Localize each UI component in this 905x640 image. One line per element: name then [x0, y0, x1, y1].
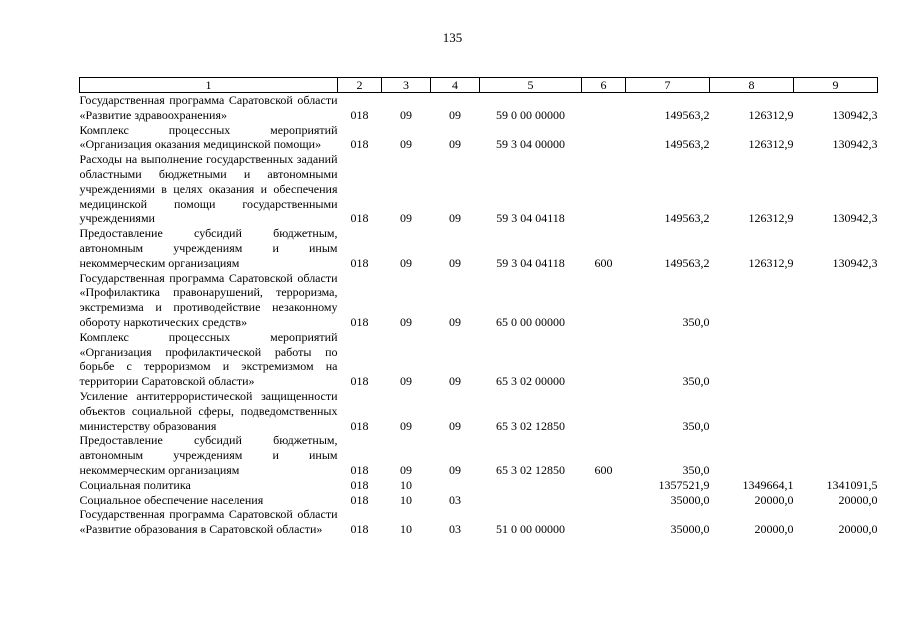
cell-subsection: 09	[449, 462, 461, 477]
page-number: 135	[442, 30, 463, 45]
row-name: Социальная политика	[79, 477, 191, 492]
row-name: Предоставление субсидий бюджетным, автономным учреждениям и иным некоммерческим организациям	[79, 433, 338, 477]
column-header: 7	[626, 78, 710, 93]
row-name: Государственная программа Саратовской области «Развитие образования в Саратовской области»	[79, 507, 338, 537]
cell-target-article: 59 3 04 04118	[496, 255, 565, 270]
table-body	[80, 93, 878, 537]
cell-ministry: 018	[350, 314, 369, 329]
cell-target-article: 59 0 00 00000	[496, 107, 565, 122]
row-name: Государственная программа Саратовской области «Развитие здравоохранения»	[79, 93, 338, 122]
cell-amount-1: 149563,2	[664, 107, 710, 122]
cell-ministry: 018	[350, 374, 369, 389]
cell-ministry: 018	[350, 522, 369, 537]
budget-table	[79, 77, 878, 537]
cell-section: 09	[400, 255, 412, 270]
cell-amount-3: 20000,0	[838, 492, 878, 507]
cell-section: 09	[400, 462, 412, 477]
cell-amount-1: 350,0	[682, 374, 710, 389]
cell-expense-type	[582, 330, 626, 389]
cell-subsection: 09	[449, 137, 461, 152]
cell-target-article: 65 3 02 12850	[496, 462, 565, 477]
cell-target-article: 51 0 00 00000	[496, 522, 565, 537]
column-header: 3	[382, 78, 431, 93]
table-row	[80, 507, 878, 537]
cell-section: 09	[400, 137, 412, 152]
cell-subsection: 09	[449, 255, 461, 270]
cell-amount-1: 350,0	[682, 314, 710, 329]
cell-amount-1: 350,0	[682, 418, 710, 433]
cell-amount-1: 149563,2	[664, 137, 710, 152]
column-header: 9	[794, 78, 878, 93]
cell-ministry: 018	[350, 477, 369, 492]
cell-subsection: 09	[449, 211, 461, 226]
row-name: Комплекс процессных мероприятий «Организация профилактической работы по борьбе с терроризмом и экстремизмом на территории Саратовской области»	[79, 329, 338, 389]
row-name: Государственная программа Саратовской области «Профилактика правонарушений, терроризма, экстремизма и противодействие незаконному обороту наркотических средств»	[79, 270, 338, 329]
cell-section: 10	[400, 522, 412, 537]
cell-section: 10	[400, 492, 412, 507]
cell-expense-type	[582, 123, 626, 153]
table-row	[80, 226, 878, 270]
cell-expense-type	[582, 507, 626, 537]
cell-subsection: 09	[449, 374, 461, 389]
cell-amount-3	[794, 389, 878, 433]
cell-ministry: 018	[350, 492, 369, 507]
row-name: Предоставление субсидий бюджетным, автономным учреждениям и иным некоммерческим организациям	[79, 226, 338, 270]
row-name: Усиление антитеррористической защищенности объектов социальной сферы, подведомственных министерству образования	[79, 388, 338, 433]
table-row	[80, 93, 878, 123]
cell-amount-1: 350,0	[682, 462, 710, 477]
cell-section: 10	[400, 477, 412, 492]
table-row	[80, 271, 878, 330]
cell-amount-2: 20000,0	[754, 522, 794, 537]
cell-amount-2: 126312,9	[748, 211, 794, 226]
cell-amount-3: 130942,3	[832, 255, 878, 270]
cell-ministry: 018	[350, 418, 369, 433]
cell-subsection	[431, 478, 480, 493]
table-row	[80, 478, 878, 493]
column-header: 6	[582, 78, 626, 93]
table-row	[80, 433, 878, 477]
cell-subsection: 09	[449, 314, 461, 329]
cell-amount-3: 130942,3	[832, 107, 878, 122]
table-header	[80, 78, 878, 93]
cell-ministry: 018	[350, 137, 369, 152]
cell-expense-type	[582, 93, 626, 123]
cell-ministry: 018	[350, 255, 369, 270]
cell-amount-1: 35000,0	[670, 522, 710, 537]
cell-amount-3	[794, 330, 878, 389]
cell-amount-3: 130942,3	[832, 137, 878, 152]
row-name: Комплекс процессных мероприятий «Организация оказания медицинской помощи»	[79, 122, 338, 152]
cell-amount-3: 1341091,5	[826, 477, 878, 492]
cell-subsection: 09	[449, 107, 461, 122]
cell-subsection: 03	[449, 522, 461, 537]
cell-amount-1: 149563,2	[664, 255, 710, 270]
cell-amount-1: 149563,2	[664, 211, 710, 226]
cell-expense-type	[582, 478, 626, 493]
cell-target-article: 65 3 02 00000	[496, 374, 565, 389]
cell-target-article: 65 3 02 12850	[496, 418, 565, 433]
cell-target-article	[480, 478, 582, 493]
column-header: 1	[80, 78, 338, 93]
column-header: 8	[710, 78, 794, 93]
cell-target-article: 59 3 04 00000	[496, 137, 565, 152]
cell-amount-2	[710, 389, 794, 433]
cell-amount-2: 1349664,1	[742, 477, 794, 492]
header-row	[80, 78, 878, 93]
cell-expense-type: 600	[594, 462, 613, 477]
cell-expense-type	[582, 152, 626, 226]
cell-amount-3: 20000,0	[838, 522, 878, 537]
table-row	[80, 493, 878, 508]
table-row	[80, 123, 878, 153]
cell-expense-type	[582, 271, 626, 330]
cell-section: 09	[400, 107, 412, 122]
cell-amount-3	[794, 271, 878, 330]
column-header: 5	[480, 78, 582, 93]
cell-section: 09	[400, 314, 412, 329]
cell-ministry: 018	[350, 107, 369, 122]
cell-amount-2	[710, 433, 794, 477]
cell-ministry: 018	[350, 211, 369, 226]
cell-amount-2: 126312,9	[748, 137, 794, 152]
cell-target-article: 59 3 04 04118	[496, 211, 565, 226]
column-header: 4	[431, 78, 480, 93]
cell-target-article	[480, 493, 582, 508]
cell-amount-3	[794, 433, 878, 477]
column-header: 2	[338, 78, 382, 93]
cell-amount-2	[710, 330, 794, 389]
cell-amount-2: 20000,0	[754, 492, 794, 507]
table-row	[80, 330, 878, 389]
cell-expense-type	[582, 493, 626, 508]
cell-amount-2: 126312,9	[748, 255, 794, 270]
cell-subsection: 03	[449, 492, 461, 507]
cell-amount-1: 1357521,9	[658, 477, 710, 492]
cell-subsection: 09	[449, 418, 461, 433]
cell-section: 09	[400, 374, 412, 389]
cell-amount-2	[710, 271, 794, 330]
cell-ministry: 018	[350, 462, 369, 477]
cell-target-article: 65 0 00 00000	[496, 314, 565, 329]
cell-expense-type: 600	[594, 255, 613, 270]
table-row	[80, 152, 878, 226]
cell-amount-1: 35000,0	[670, 492, 710, 507]
row-name: Расходы на выполнение государственных заданий областными бюджетными и автономными учреждениями в целях оказания и обеспечения медицинской помощи государственными учреждениями	[79, 152, 338, 226]
cell-amount-3: 130942,3	[832, 211, 878, 226]
cell-amount-2: 126312,9	[748, 107, 794, 122]
row-name: Социальное обеспечение населения	[79, 492, 264, 507]
cell-section: 09	[400, 418, 412, 433]
table-row	[80, 389, 878, 433]
cell-expense-type	[582, 389, 626, 433]
cell-section: 09	[400, 211, 412, 226]
